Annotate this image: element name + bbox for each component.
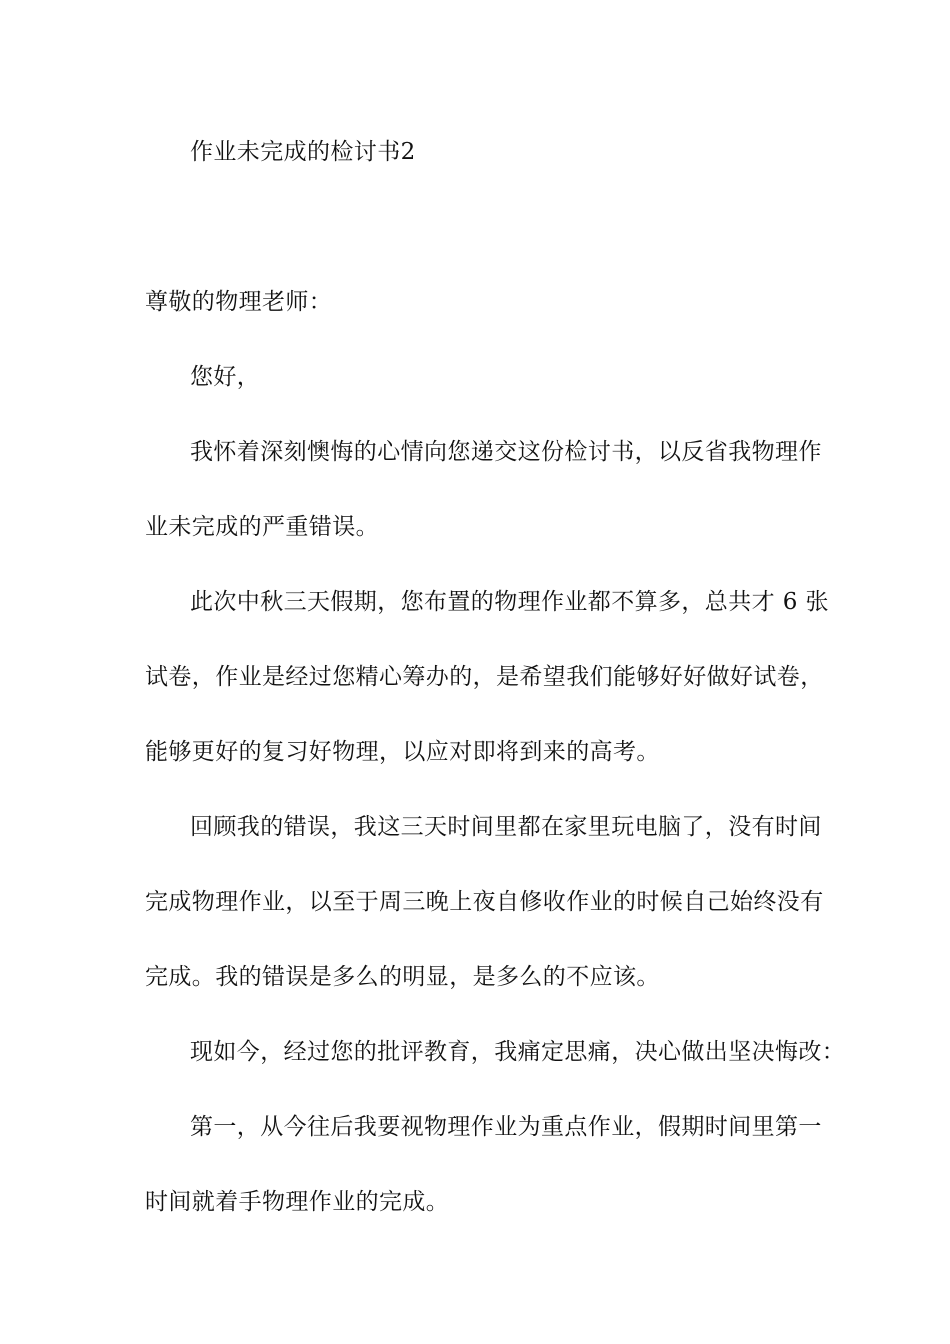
greeting: 您好， bbox=[190, 364, 261, 390]
paragraph-line: 现如今，经过您的批评教育，我痛定思痛，决心做出坚决悔改： bbox=[190, 1039, 846, 1065]
paragraph-line: 试卷，作业是经过您精心筹办的，是希望我们能够好好做好试卷， bbox=[145, 664, 824, 690]
paragraph-line: 第一，从今往后我要视物理作业为重点作业，假期时间里第一 bbox=[190, 1114, 822, 1140]
paragraph-line: 能够更好的复习好物理，以应对即将到来的高考。 bbox=[145, 739, 660, 765]
paragraph-line: 我怀着深刻懊悔的心情向您递交这份检讨书，以反省我物理作 bbox=[190, 439, 822, 465]
paragraph-line: 完成物理作业，以至于周三晚上夜自修收作业的时候自己始终没有 bbox=[145, 889, 824, 915]
paragraph-line: 回顾我的错误，我这三天时间里都在家里玩电脑了，没有时间 bbox=[190, 814, 822, 840]
salutation: 尊敬的物理老师： bbox=[145, 289, 333, 315]
paragraph-line: 时间就着手物理作业的完成。 bbox=[145, 1189, 450, 1215]
paragraph-line: 业未完成的严重错误。 bbox=[145, 514, 379, 540]
paragraph-line: 此次中秋三天假期，您布置的物理作业都不算多，总共才 6 张 bbox=[190, 589, 829, 615]
document-title: 作业未完成的检讨书2 bbox=[190, 139, 416, 165]
paragraph-line: 完成。我的错误是多么的明显，是多么的不应该。 bbox=[145, 964, 660, 990]
